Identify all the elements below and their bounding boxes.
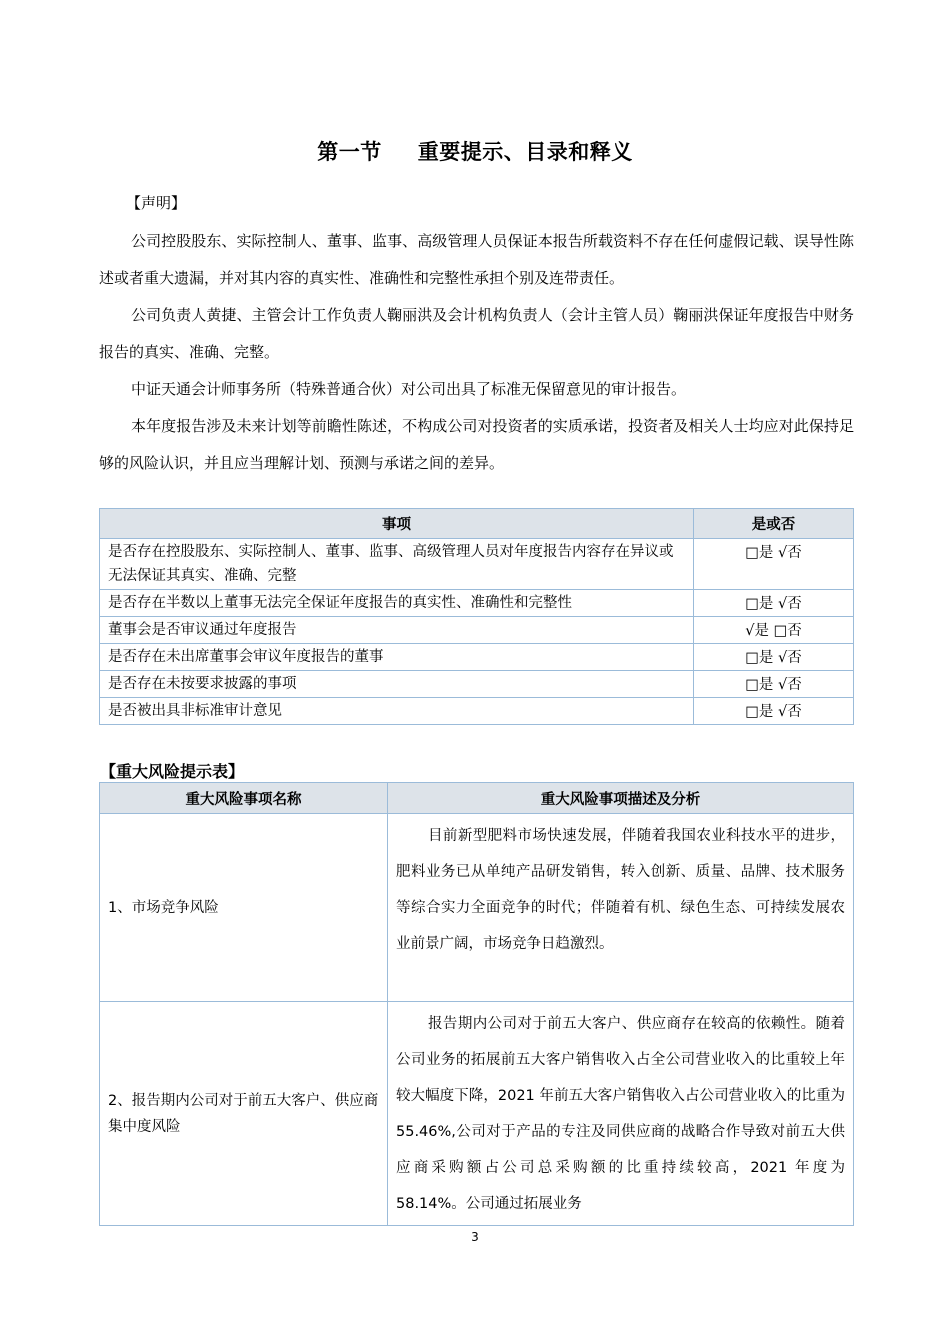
risk-table (99, 782, 854, 1226)
page-title (0, 136, 950, 166)
risk-name-cell: 2、报告期内公司对于前五大客户、供应商集中度风险 (100, 1002, 388, 1226)
declaration-paragraph-4: 本年度报告涉及未来计划等前瞻性陈述，不构成公司对投资者的实质承诺，投资者及相关人士均应对此保持足够的风险认识，并且应当理解计划、预测与承诺之间的差异。 (99, 417, 854, 472)
answer-cell: □是 √否 (694, 644, 854, 671)
item-cell: 是否存在控股股东、实际控制人、董事、监事、高级管理人员对年度报告内容存在异议或无法保证其真实、准确、完整 (100, 539, 694, 590)
item-cell: 是否存在未出席董事会审议年度报告的董事 (100, 644, 694, 671)
header-item: 事项 (100, 509, 694, 539)
section-title: 重要提示、目录和释义 (417, 140, 633, 164)
page-number: 3 (471, 1230, 479, 1244)
item-cell: 是否存在未按要求披露的事项 (100, 671, 694, 698)
table-header-row (100, 783, 854, 814)
section-number: 第一节 (317, 140, 382, 164)
risk-name-cell: 1、市场竞争风险 (100, 814, 388, 1002)
header-risk-desc: 重大风险事项描述及分析 (388, 783, 854, 814)
declaration-table (99, 508, 854, 725)
answer-cell: □是 √否 (694, 671, 854, 698)
item-cell: 是否存在半数以上董事无法完全保证年度报告的真实性、准确性和完整性 (100, 590, 694, 617)
answer-cell: √是 □否 (694, 617, 854, 644)
risk-desc-cell: 报告期内公司对于前五大客户、供应商存在较高的依赖性。随着公司业务的拓展前五大客户销售收入占全公司营业收入的比重较上年较大幅度下降，2021 年前五大客户销售收入占公司营业收入的比重为 55.46%,公司对于产品的专注及同供应商的战略合作导致对前五大供应商采购额占公司总采购额的比重持续较高，2021 年度为 58.14%。公司通过拓展业务 (388, 1002, 854, 1226)
table-row (100, 539, 854, 590)
declaration-label: 【声明】 (126, 194, 187, 212)
risk-table-label: 【重大风险提示表】 (100, 762, 245, 781)
table-row (100, 671, 854, 698)
risk-desc-cell: 目前新型肥料市场快速发展，伴随着我国农业科技水平的进步，肥料业务已从单纯产品研发销售，转入创新、质量、品牌、技术服务等综合实力全面竞争的时代；伴随着有机、绿色生态、可持续发展农业前景广阔，市场竞争日趋激烈。 (388, 814, 854, 1002)
table-row (100, 644, 854, 671)
header-answer: 是或否 (694, 509, 854, 539)
item-cell: 董事会是否审议通过年度报告 (100, 617, 694, 644)
declaration-paragraph-2: 公司负责人黄捷、主管会计工作负责人鞠丽洪及会计机构负责人（会计主管人员）鞠丽洪保证年度报告中财务报告的真实、准确、完整。 (99, 306, 854, 361)
item-cell: 是否被出具非标准审计意见 (100, 698, 694, 725)
header-risk-name: 重大风险事项名称 (100, 783, 388, 814)
table-row (100, 1002, 854, 1226)
answer-cell: □是 √否 (694, 698, 854, 725)
table-row (100, 590, 854, 617)
answer-cell: □是 √否 (694, 539, 854, 590)
table-row (100, 698, 854, 725)
table-row (100, 814, 854, 1002)
table-header-row (100, 509, 854, 539)
answer-cell: □是 √否 (694, 590, 854, 617)
declaration-paragraph-1: 公司控股股东、实际控制人、董事、监事、高级管理人员保证本报告所载资料不存在任何虚假记载、误导性陈述或者重大遗漏，并对其内容的真实性、准确性和完整性承担个别及连带责任。 (99, 232, 854, 287)
declaration-paragraph-3: 中证天通会计师事务所（特殊普通合伙）对公司出具了标准无保留意见的审计报告。 (131, 380, 687, 398)
table-row (100, 617, 854, 644)
